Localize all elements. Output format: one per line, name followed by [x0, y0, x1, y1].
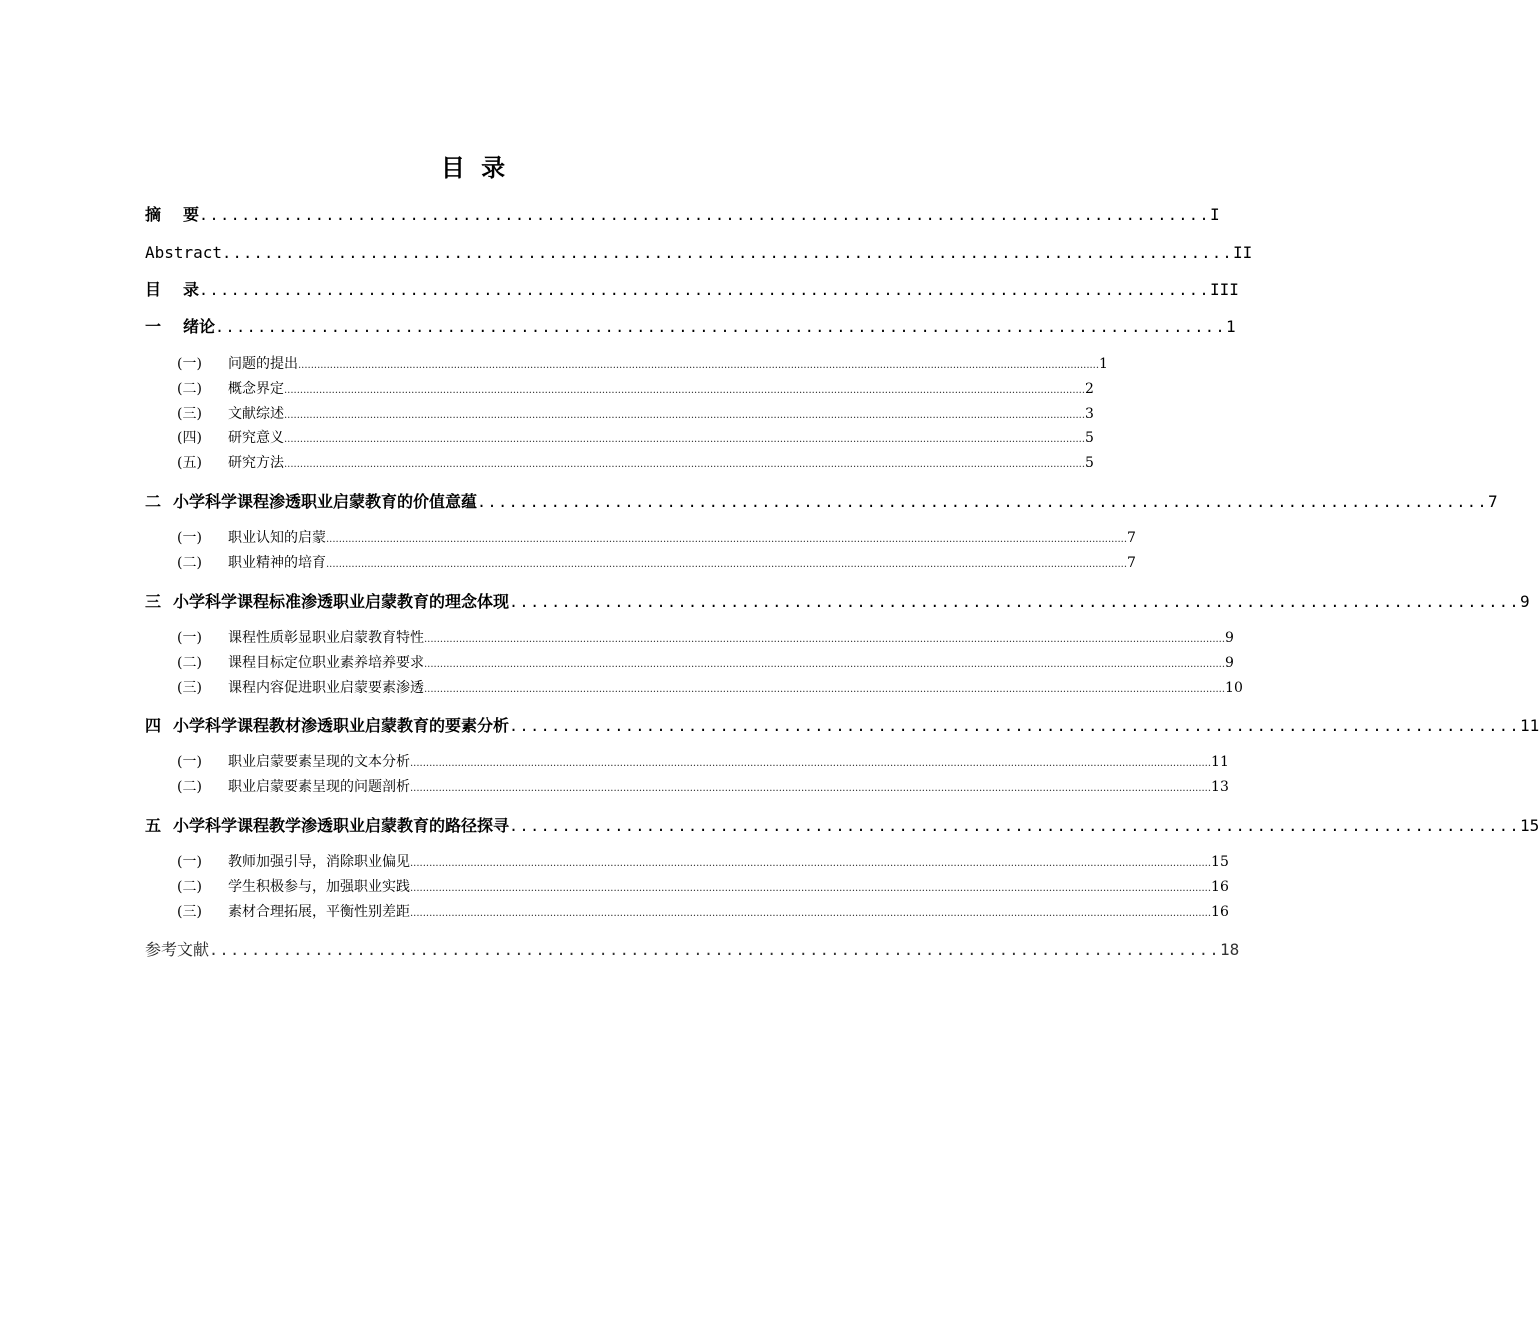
toc-entry-label: 绪论 — [183, 317, 216, 336]
toc-entry-chapter-4[interactable] — [145, 714, 1539, 738]
toc-entry-number: (三) — [177, 680, 202, 696]
toc-entry-label: 课程性质彰显职业启蒙教育特性 — [228, 630, 424, 646]
dot-leader: ................................................................................................ — [509, 593, 1520, 611]
toc-entry-number: (二) — [177, 555, 202, 571]
dot-leader: ................................................................................................ — [215, 318, 1226, 336]
toc-entry-section[interactable] — [177, 752, 1229, 772]
toc-entry-label: 要 — [183, 205, 200, 224]
toc-entry-page: 3 — [1085, 406, 1094, 422]
toc-entry-page: 9 — [1225, 655, 1234, 671]
toc-entry-label: 研究意义 — [228, 430, 284, 446]
dot-leader: ............................................................................................................................................................................................................................................................ — [424, 659, 1226, 670]
toc-entry-page: 18 — [1219, 940, 1240, 959]
toc-entry-section[interactable] — [177, 653, 1234, 673]
toc-entry-chapter-5[interactable] — [145, 814, 1539, 838]
toc-entry-label: 职业启蒙要素呈现的文本分析 — [228, 754, 410, 770]
toc-entry-section[interactable] — [177, 354, 1108, 374]
toc-entry-section[interactable] — [177, 453, 1094, 473]
toc-entry-number: (二) — [177, 779, 202, 795]
toc-entry-label: 文献综述 — [228, 406, 284, 422]
toc-entry-page: 9 — [1225, 630, 1234, 646]
toc-entry-section[interactable] — [177, 428, 1094, 448]
toc-entry-label: 职业精神的培育 — [228, 555, 326, 571]
toc-entry-label: 学生积极参与，加强职业实践 — [228, 879, 410, 895]
toc-entry-number: (一) — [177, 854, 202, 870]
toc-entry-section[interactable] — [177, 902, 1229, 922]
toc-entry-label: 小学科学课程教材渗透职业启蒙教育的要素分析 — [173, 716, 510, 735]
toc-entry-page: 9 — [1519, 592, 1530, 611]
dot-leader: ............................................................................................................................................................................................................................................................ — [284, 410, 1086, 421]
toc-entry-number: 二 — [145, 492, 162, 511]
toc-entry-chapter-3[interactable] — [145, 590, 1530, 614]
toc-title: 目 录 — [440, 154, 510, 182]
toc-entry-abstract-cn[interactable] — [145, 203, 1220, 227]
dot-leader: ............................................................................................................................................................................................................................................................ — [298, 360, 1100, 371]
toc-entry-number: (一) — [177, 530, 202, 546]
toc-entry-page: III — [1209, 280, 1239, 299]
dot-leader: ............................................................................................................................................................................................................................................................ — [410, 858, 1212, 869]
toc-entry-number: 五 — [145, 816, 162, 835]
toc-entry-label: 参考文献 — [145, 940, 210, 959]
dot-leader: ................................................................................................ — [199, 281, 1210, 299]
dot-leader: ................................................................................................ — [209, 941, 1220, 959]
toc-entry-number: 摘 — [145, 205, 162, 224]
toc-entry-page: 7 — [1127, 555, 1136, 571]
toc-entry-references[interactable] — [145, 938, 1240, 962]
dot-leader: ................................................................................................ — [222, 244, 1234, 262]
toc-entry-number: (五) — [177, 455, 202, 471]
toc-entry-page: 1 — [1225, 317, 1236, 336]
toc-entry-number: (二) — [177, 381, 202, 397]
dot-leader: ............................................................................................................................................................................................................................................................ — [424, 684, 1226, 695]
toc-entry-page: 2 — [1085, 381, 1094, 397]
toc-entry-page: 5 — [1085, 455, 1094, 471]
toc-entry-section[interactable] — [177, 877, 1229, 897]
dot-leader: ............................................................................................................................................................................................................................................................ — [284, 434, 1086, 445]
dot-leader: ............................................................................................................................................................................................................................................................ — [410, 758, 1212, 769]
toc-entry-page: 16 — [1211, 879, 1229, 895]
toc-entry-number: 三 — [145, 592, 162, 611]
toc-entry-label: 录 — [183, 280, 200, 299]
toc-entry-number: (三) — [177, 406, 202, 422]
toc-entry-label: 小学科学课程教学渗透职业启蒙教育的路径探寻 — [173, 816, 510, 835]
toc-entry-number: (二) — [177, 655, 202, 671]
toc-entry-section[interactable] — [177, 678, 1243, 698]
toc-entry-number: (一) — [177, 356, 202, 372]
dot-leader: ............................................................................................................................................................................................................................................................ — [410, 883, 1212, 894]
dot-leader: ............................................................................................................................................................................................................................................................ — [424, 634, 1226, 645]
toc-entry-page: 7 — [1127, 530, 1136, 546]
toc-entry-label: Abstract — [145, 243, 223, 262]
dot-leader: ................................................................................................ — [477, 493, 1488, 511]
toc-entry-page: 5 — [1085, 430, 1094, 446]
toc-entry-label: 教师加强引导，消除职业偏见 — [228, 854, 410, 870]
toc-entry-label: 素材合理拓展，平衡性别差距 — [228, 904, 410, 920]
toc-entry-number: (二) — [177, 879, 202, 895]
toc-entry-page: 15 — [1211, 854, 1229, 870]
dot-leader: ................................................................................................ — [199, 206, 1210, 224]
toc-entry-label: 职业启蒙要素呈现的问题剖析 — [228, 779, 410, 795]
toc-entry-page: 10 — [1225, 680, 1243, 696]
toc-entry-label: 概念界定 — [228, 381, 284, 397]
dot-leader: ............................................................................................................................................................................................................................................................ — [326, 559, 1128, 570]
toc-entry-page: 7 — [1487, 492, 1498, 511]
toc-entry-section[interactable] — [177, 553, 1136, 573]
toc-entry-chapter-2[interactable] — [145, 490, 1498, 514]
toc-entry-chapter-1[interactable] — [145, 315, 1236, 339]
toc-entry-label: 研究方法 — [228, 455, 284, 471]
toc-entry-page: I — [1209, 205, 1220, 224]
toc-entry-section[interactable] — [177, 777, 1229, 797]
toc-entry-label: 职业认知的启蒙 — [228, 530, 326, 546]
toc-entry-section[interactable] — [177, 404, 1094, 424]
toc-entry-abstract-en[interactable] — [145, 241, 1253, 265]
dot-leader: ............................................................................................................................................................................................................................................................ — [410, 783, 1212, 794]
toc-entry-number: (一) — [177, 630, 202, 646]
toc-entry-label: 问题的提出 — [228, 356, 298, 372]
toc-entry-number: (一) — [177, 754, 202, 770]
dot-leader: ............................................................................................................................................................................................................................................................ — [410, 908, 1212, 919]
toc-entry-label: 课程目标定位职业素养培养要求 — [228, 655, 424, 671]
toc-entry-number: (三) — [177, 904, 202, 920]
toc-entry-section[interactable] — [177, 628, 1234, 648]
toc-entry-page: 16 — [1211, 904, 1229, 920]
dot-leader: ............................................................................................................................................................................................................................................................ — [284, 459, 1086, 470]
toc-entry-number: (四) — [177, 430, 202, 446]
toc-entry-page: II — [1233, 243, 1253, 262]
toc-entry-page: 13 — [1211, 779, 1229, 795]
dot-leader: ................................................................................................ — [509, 817, 1520, 835]
toc-entry-section[interactable] — [177, 528, 1136, 548]
toc-entry-page: 1 — [1099, 356, 1108, 372]
dot-leader: ................................................................................................ — [509, 717, 1520, 735]
toc-entry-label: 课程内容促进职业启蒙要素渗透 — [228, 680, 424, 696]
toc-entry-page: 11 — [1211, 754, 1229, 770]
toc-entry-section[interactable] — [177, 379, 1094, 399]
toc-entry-section[interactable] — [177, 852, 1229, 872]
toc-entry-page: 15 — [1519, 816, 1539, 835]
toc-entry-number: 一 — [145, 317, 162, 336]
toc-entry-label: 小学科学课程渗透职业启蒙教育的价值意蕴 — [173, 492, 478, 511]
toc-entry-contents[interactable] — [145, 278, 1239, 302]
dot-leader: ............................................................................................................................................................................................................................................................ — [284, 385, 1086, 396]
toc-entry-label: 小学科学课程标准渗透职业启蒙教育的理念体现 — [173, 592, 510, 611]
toc-entry-page: 11 — [1519, 716, 1539, 735]
toc-entry-number: 目 — [145, 280, 162, 299]
toc-entry-number: 四 — [145, 716, 162, 735]
dot-leader: ............................................................................................................................................................................................................................................................ — [326, 534, 1128, 545]
